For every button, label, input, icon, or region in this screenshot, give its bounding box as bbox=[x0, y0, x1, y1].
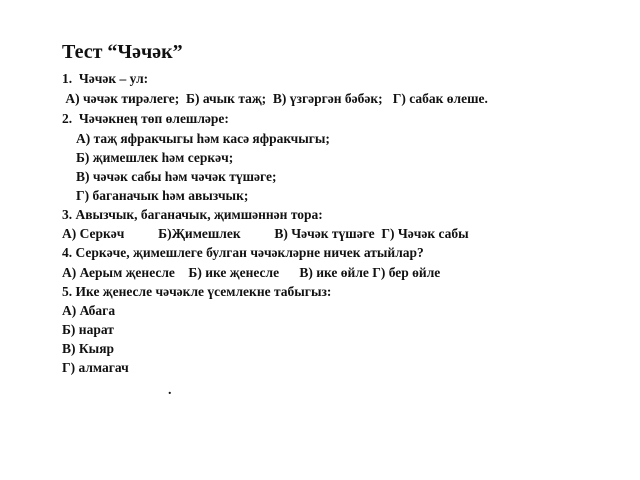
question-1: 1. Чәчәк – ул: bbox=[62, 71, 149, 86]
question-1-options: А) чәчәк тирәлеге; Б) ачык таҗ; В) үзгәргән бәбәк; Г) сабак өлеше. bbox=[62, 91, 488, 106]
question-3-options: А) Серкәч Б)Җимешлек В) Чәчәк түшәге Г) Чәчәк сабы bbox=[62, 226, 469, 241]
question-5-option-a: А) Абага bbox=[62, 303, 116, 318]
question-4: 4. Серкәче, җимешлеге булган чәчәкләрне ничек атыйлар? bbox=[62, 245, 424, 260]
question-2: 2. Чәчәкнең төп өлешләре: bbox=[62, 111, 229, 126]
stray-dot: . bbox=[168, 383, 172, 398]
question-3: 3. Авызчык, баганачык, җимшәннән тора: bbox=[62, 207, 323, 222]
question-5: 5. Ике җенесле чәчәкле үсемлекне табыгыз: bbox=[62, 284, 332, 299]
question-4-options: А) Аерым җенесле Б) ике җенесле В) ике өйле Г) бер өйле bbox=[62, 265, 441, 280]
question-2-option-b: Б) җимешлек һәм серкәч; bbox=[76, 150, 234, 165]
question-2-option-c: В) чәчәк сабы һәм чәчәк түшәге; bbox=[76, 169, 277, 184]
question-5-option-b: Б) нарат bbox=[62, 322, 114, 337]
question-2-option-a: А) таҗ яфракчыгы һәм касә яфракчыгы; bbox=[76, 131, 330, 146]
question-2-option-d: Г) баганачык һәм авызчык; bbox=[76, 188, 249, 203]
question-5-option-d: Г) алмагач bbox=[62, 360, 129, 375]
question-5-option-c: В) Кыяр bbox=[62, 341, 115, 356]
page-title: Тест “Чәчәк” bbox=[62, 41, 183, 63]
